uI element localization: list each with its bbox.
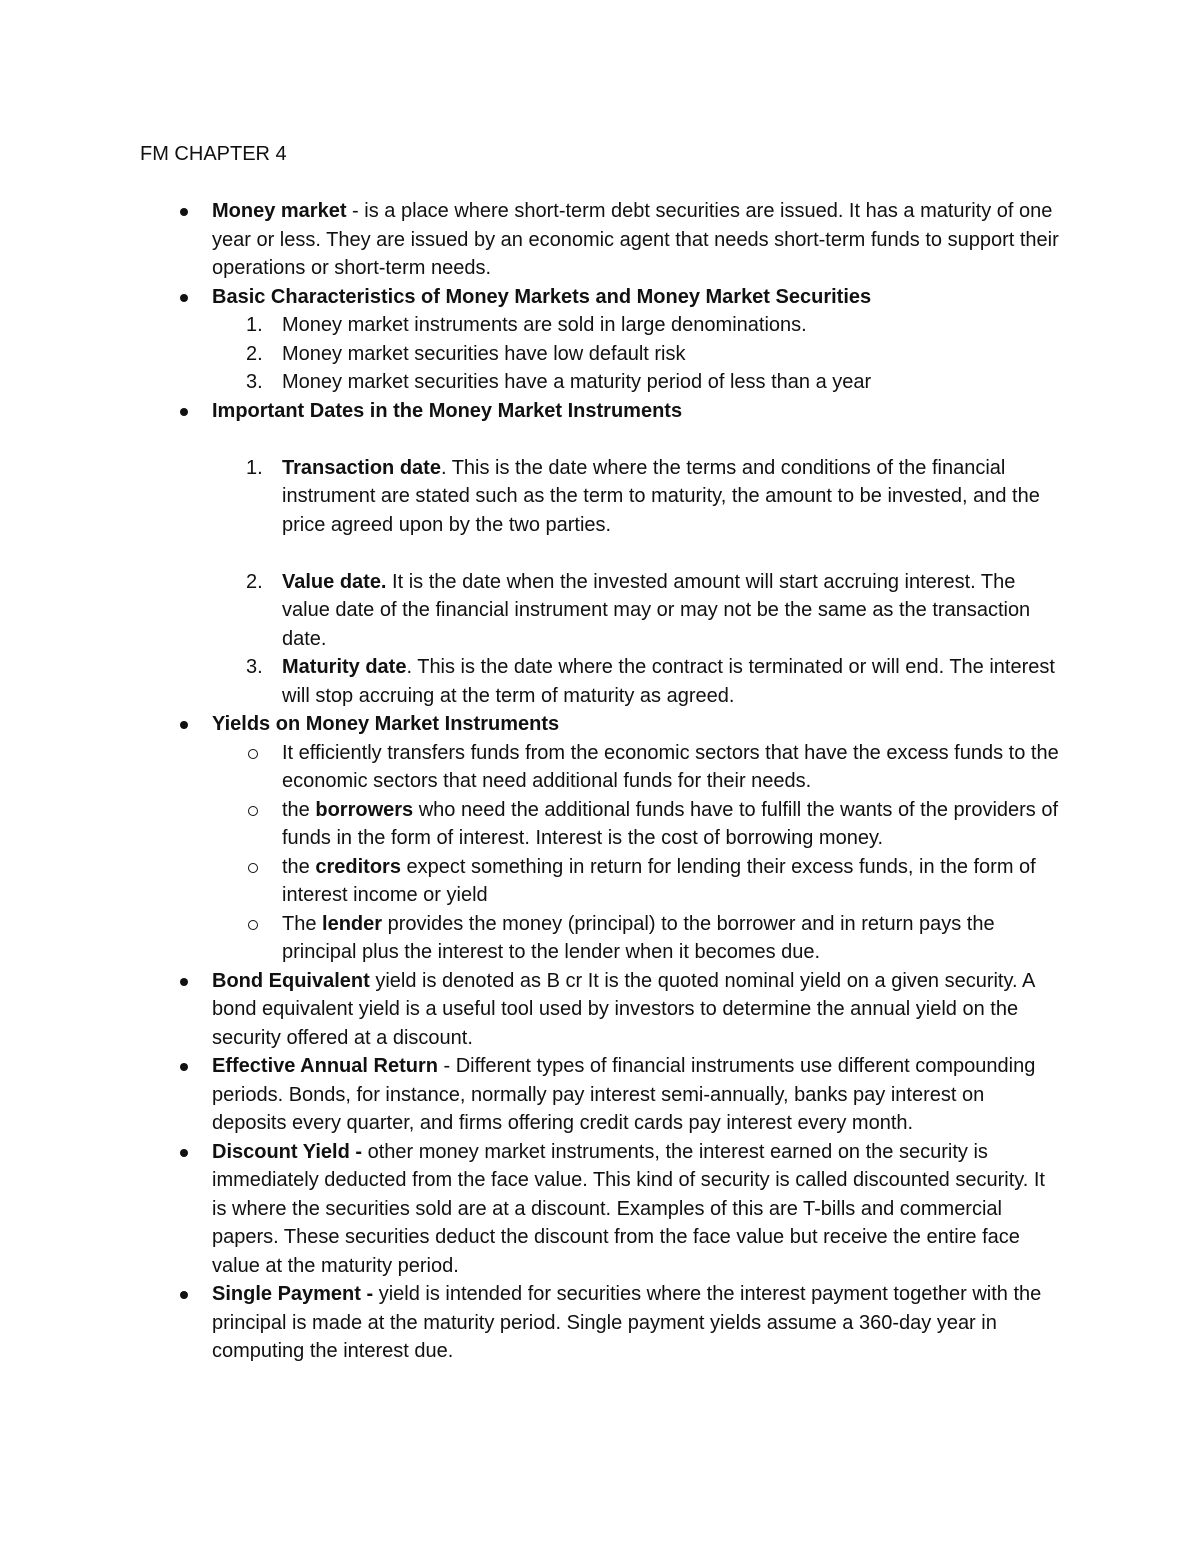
page-title: FM CHAPTER 4 [140, 143, 287, 165]
list-item-text: It efficiently transfers funds from the economic sectors that have the excess funds to the economic sectors that need additional funds for their needs. [282, 741, 1059, 792]
list-item-term: Maturity date [282, 656, 407, 678]
list-item [140, 340, 1060, 369]
list-item [140, 739, 1060, 796]
list-item-text: It is the date when the invested amount will start accruing interest. The value date of the financial instrument may or may not be the same as the transaction date. [282, 570, 1031, 650]
list-item-term: creditors [315, 855, 401, 878]
bullet-basic-characteristics [140, 283, 1060, 397]
list-item-text: Money market securities have a maturity period of less than a year [282, 371, 872, 393]
bullet-dot-icon [180, 294, 188, 302]
list-number: 3. [246, 371, 263, 393]
main-bullet-list [140, 197, 1060, 1366]
list-item-text: . This is the date where the terms and conditions of the financial instrument are stated such as the term to maturity, the amount to be invested, and the price agreed upon by the two parties. [282, 456, 1040, 536]
list-item [140, 796, 1060, 853]
list-item-term: Value date. [282, 570, 387, 593]
bullet-bond-equivalent [140, 967, 1060, 1053]
important-dates-heading: Important Dates in the Money Market Instruments [212, 399, 683, 422]
document-body [140, 197, 1060, 1366]
circle-bullet-icon [248, 863, 258, 873]
yields-list [212, 739, 1060, 967]
circle-bullet-icon [248, 749, 258, 759]
term-money-market: Money market [212, 200, 347, 222]
bond-equivalent-text: yield is denoted as B cr It is the quoted nominal yield on a given security. A bond equivalent yield is a useful tool used by investors to determine the annual yield on the security offered at a discount. [212, 969, 1035, 1049]
yields-heading: Yields on Money Market Instruments [212, 713, 560, 735]
bullet-dot-icon [180, 1291, 188, 1299]
characteristics-list [212, 311, 1060, 397]
circle-bullet-icon [248, 806, 258, 816]
list-number: 1. [246, 314, 263, 336]
list-item [140, 853, 1060, 910]
bullet-effective-annual-return [140, 1052, 1060, 1138]
money-market-text: - is a place where short-term debt securities are issued. It has a maturity of one year or less. They are issued by an economic agent that needs short-term funds to support their operations or short-term needs. [212, 200, 1059, 279]
list-number: 1. [246, 456, 263, 479]
list-item-text: the [282, 855, 316, 878]
list-item [140, 910, 1060, 967]
list-item-term: Transaction date [282, 456, 441, 479]
bullet-money-market [140, 197, 1060, 283]
basic-characteristics-heading: Basic Characteristics of Money Markets and Money Market Securities [212, 285, 872, 308]
bullet-dot-icon [180, 408, 188, 416]
bullet-dot-icon [180, 208, 188, 216]
term-discount-yield: Discount Yield - [212, 1140, 363, 1163]
list-number: 3. [246, 656, 263, 678]
circle-bullet-icon [248, 920, 258, 930]
bullet-dot-icon [180, 1063, 188, 1071]
bullet-discount-yield [140, 1138, 1060, 1281]
bullet-single-payment [140, 1280, 1060, 1366]
bullet-important-dates [140, 397, 1060, 711]
list-item-term: lender [322, 912, 383, 935]
bullet-yields [140, 710, 1060, 967]
list-item-text: The [282, 912, 323, 935]
list-item [140, 368, 1060, 397]
bullet-dot-icon [180, 1149, 188, 1157]
list-item-text: . This is the date where the contract is terminated or will end. The interest will stop accruing at the term of maturity as agreed. [282, 656, 1055, 707]
term-effective-annual-return: Effective Annual Return [212, 1055, 438, 1077]
bullet-dot-icon [180, 721, 188, 729]
discount-yield-text: other money market instruments, the interest earned on the security is immediately deducted from the face value. This kind of security is called discounted security. It is where the securities sold are at a discount. Examples of this are T-bills and commercial papers. These securities deduct the discount from the face value but receive the entire face value at the maturity period. [212, 1140, 1045, 1277]
list-item [140, 454, 1060, 540]
list-item-text: Money market instruments are sold in large denominations. [282, 314, 807, 336]
list-number: 2. [246, 342, 263, 365]
dates-list [212, 454, 1060, 711]
list-item [140, 311, 1060, 340]
bullet-dot-icon [180, 978, 188, 986]
list-item-text: expect something in return for lending their excess funds, in the form of interest income or yield [282, 855, 1036, 906]
list-item-text: Money market securities have low default risk [282, 342, 686, 365]
list-item-text: who need the additional funds have to fulfill the wants of the providers of funds in the form of interest. Interest is the cost of borrowing money. [282, 798, 1059, 849]
list-item-term: borrowers [315, 798, 414, 821]
term-single-payment: Single Payment - [212, 1283, 374, 1305]
single-payment-text: yield is intended for securities where the interest payment together with the principal is made at the maturity period. Single payment yields assume a 360-day year in computing the interest due. [212, 1283, 1042, 1362]
list-number: 2. [246, 570, 263, 593]
list-item-text: provides the money (principal) to the borrower and in return pays the principal plus the interest to the lender when it becomes due. [282, 912, 995, 963]
effective-annual-return-text: - Different types of financial instruments use different compounding periods. Bonds, for instance, normally pay interest semi-annually, banks pay interest on deposits every quarter, and firms offering credit cards pay interest every month. [212, 1055, 1036, 1134]
term-bond-equivalent: Bond Equivalent [212, 969, 370, 992]
list-item [140, 653, 1060, 710]
list-item [140, 568, 1060, 654]
list-item-text: the [282, 798, 316, 821]
